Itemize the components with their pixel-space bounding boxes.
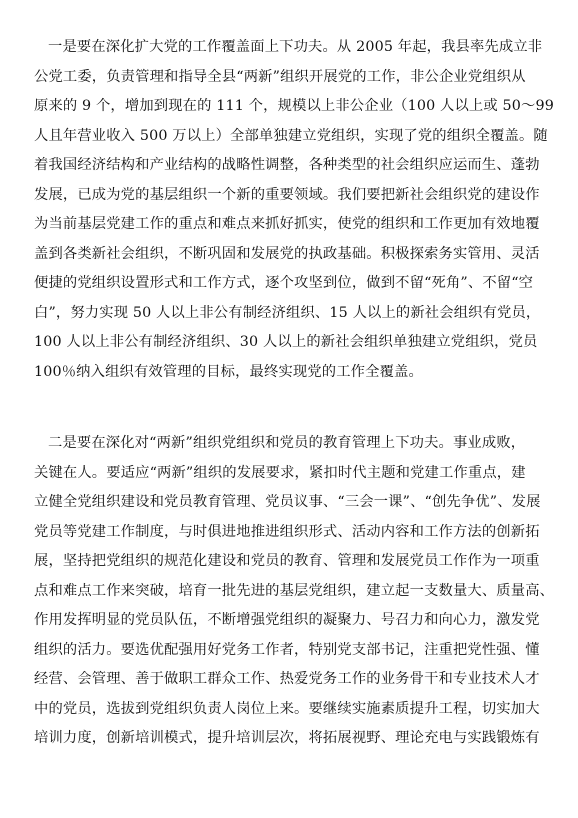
- paragraph-1-line: 一是要在深化扩大党的工作覆盖面上下功夫。从 2005 年起，我县率先成立非: [48, 39, 543, 55]
- paragraph-2-line: 党员等党建工作制度，与时俱进地推进组织形式、活动内容和工作方法的创新拓: [34, 523, 540, 540]
- paragraph-1-line: 发展，已成为党的基层组织一个新的重要领域。我们要把新社会组织党的建设作: [34, 186, 540, 203]
- paragraph-1: [34, 33, 554, 387]
- paragraph-1-line: 便捷的党组织设置形式和工作方式，逐个攻坚到位，做到不留“死角”、不留“空: [34, 275, 534, 291]
- paragraph-2-line: 关键在人。要适应“两新”组织的发展要求，紧扣时代主题和党建工作重点，建: [34, 464, 526, 481]
- paragraph-2-line: 二是要在深化对“两新”组织党组织和党员的教育管理上下功夫。事业成败，: [48, 435, 526, 451]
- paragraph-1-line: 为当前基层党建工作的重点和难点来抓好抓实，使党的组织和工作更加有效地覆: [34, 216, 540, 232]
- paragraph-2-line: 培训力度，创新培训模式，提升培训层次，将拓展视野、理论充电与实践锻炼有: [34, 730, 540, 746]
- paragraph-2: [34, 429, 555, 754]
- paragraph-1-line: 人且年营业收入 500 万以上）全部单独建立党组织，实现了党的组织全覆盖。随: [34, 127, 548, 144]
- paragraph-1-line: 100％纳入组织有效管理的目标，最终实现党的工作全覆盖。: [34, 363, 423, 380]
- paragraph-1-line: 公党工委，负责管理和指导全县“两新”组织开展党的工作，非公企业党组织从: [34, 68, 526, 85]
- paragraph-2-line: 作用发挥明显的党员队伍，不断增强党组织的凝聚力、号召力和向心力，激发党: [34, 612, 540, 628]
- paragraph-1-line: 着我国经济结构和产业结构的战略性调整，各种类型的社会组织应运而生、蓬勃: [34, 157, 540, 173]
- paragraph-1-line: 100 人以上非公有制经济组织、30 人以上的新社会组织单独建立党组织，党员: [34, 334, 538, 350]
- paragraph-2-line: 组织的活力。要选优配强用好党务工作者，特别党支部书记，注重把党性强、懂: [34, 641, 540, 658]
- paragraph-1-line: 盖到各类新社会组织，不断巩固和发展党的执政基础。积极探索务实管用、灵活: [34, 245, 540, 262]
- paragraph-2-line: 经营、会管理、善于做职工群众工作、热爱党务工作的业务骨干和专业技术人才: [34, 671, 540, 687]
- paragraph-2-line: 点和难点工作来突破，培育一批先进的基层党组织，建立起一支数量大、质量高、: [34, 582, 555, 599]
- paragraph-2-line: 展，坚持把党组织的规范化建设和党员的教育、管理和发展党员工作作为一项重: [34, 553, 540, 569]
- paragraph-2-line: 中的党员，选拔到党组织负责人岗位上来。要继续实施素质提升工程，切实加大: [34, 700, 540, 717]
- paragraph-2-line: 立健全党组织建设和党员教育管理、党员议事、“三会一课”、“创先争优”、发展: [34, 494, 541, 510]
- paragraph-1-line: 白”，努力实现 50 人以上非公有制经济组织、15 人以上的新社会组织有党员，: [34, 304, 541, 321]
- paragraph-1-line: 原来的 9 个，增加到现在的 111 个，规模以上非公企业（100 人以上或 50～99: [34, 98, 554, 114]
